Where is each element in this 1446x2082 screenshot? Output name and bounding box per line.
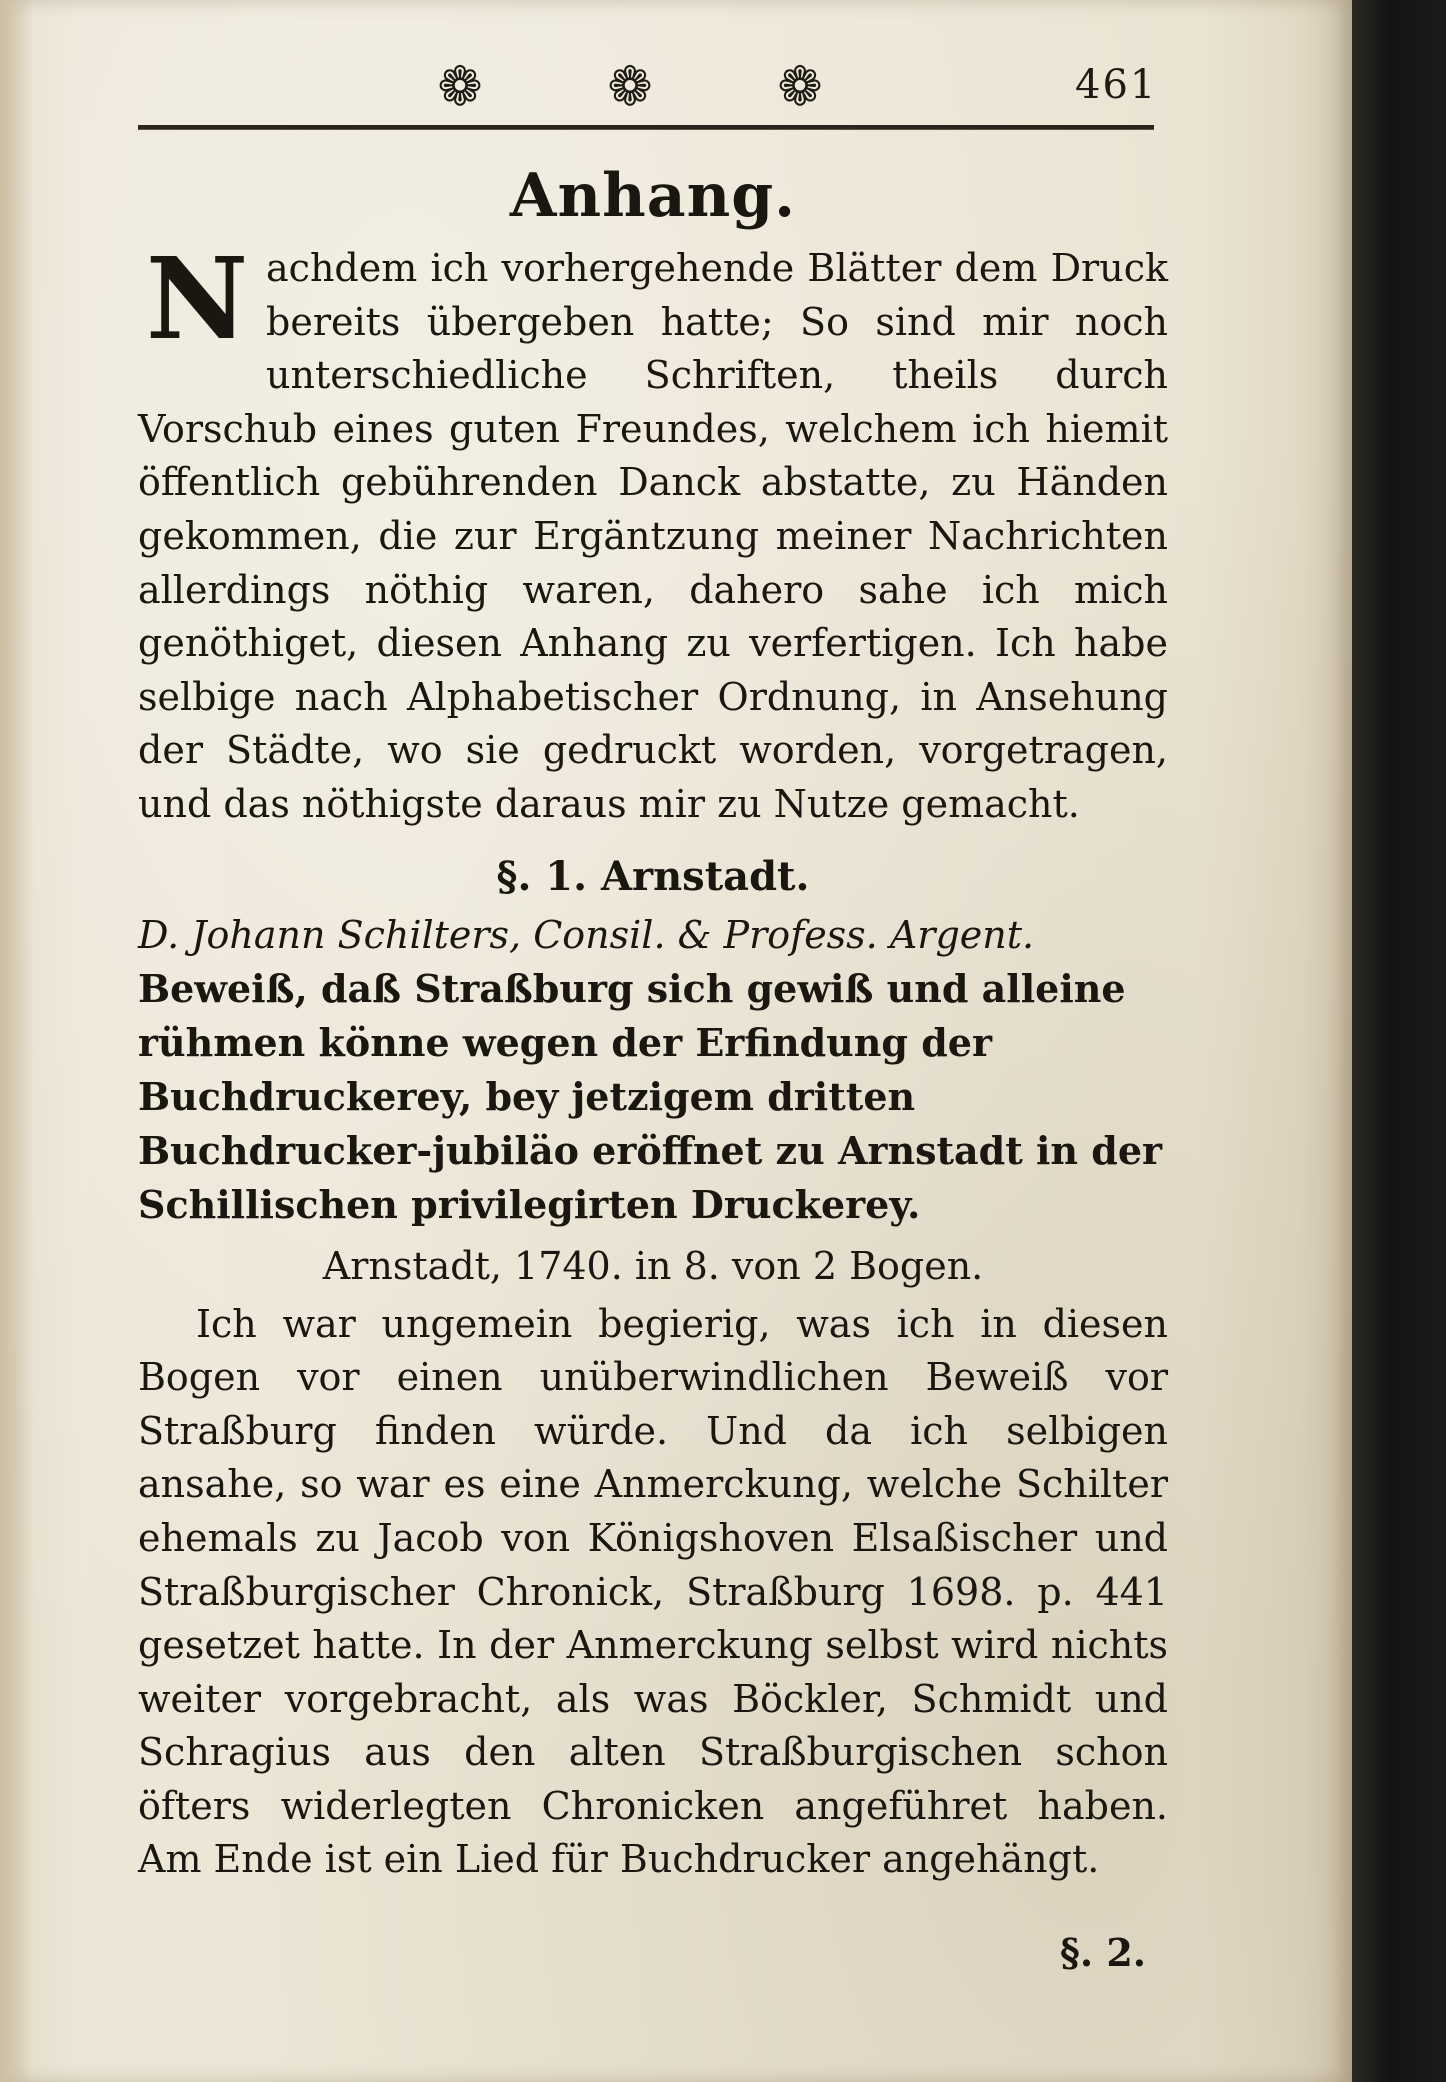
page-title: Anhang. xyxy=(509,161,797,231)
entry-imprint: Arnstadt, 1740. in 8. von 2 Bogen. xyxy=(322,1243,984,1288)
ornament-icon: ❁ xyxy=(437,55,483,118)
page-gutter xyxy=(0,0,34,2082)
ornament-icon: ❁ xyxy=(607,55,653,118)
bibliographic-entry xyxy=(138,908,1168,1232)
catchword: §. 2. xyxy=(1060,1930,1147,1975)
header-rule xyxy=(138,125,1154,130)
page-number: 461 xyxy=(1075,62,1158,108)
ornament-icon: ❁ xyxy=(777,55,823,118)
intro-paragraph xyxy=(138,234,1168,832)
entry-title: Beweiß, daß Straßburg sich gewiß und alleine rühmen könne wegen der Erfindung der Buchdruckerey, bey jetzigem dritten Buchdrucker-jubiläo eröffnet zu Arnstadt in der Schillischen privilegirten Druckerey. xyxy=(138,965,1163,1227)
commentary-paragraph: Ich war ungemein begierig, was ich in diesen Bogen vor einen unüberwindlichen Beweiß vor Straßburg finden würde. Und da ich selbigen ansahe, so war es eine Anmerckung, welche Schilter ehemals zu Jacob von Königshoven Elsaßischer und Straßburgischer Chronick, Straßburg 1698. p. 441 gesetzet hatte. In der Anmerckung selbst wird nichts weiter vorgebracht, als was Böckler, Schmidt und Schragius aus den alten Straßburgischen schon öfters widerlegten Chronicken angeführet haben. Am Ende ist ein Lied für Buchdrucker angehängt. xyxy=(138,1301,1168,1882)
drop-capital: N xyxy=(145,234,249,365)
intro-text: achdem ich vorhergehende Blätter dem Druck bereits übergeben hatte; So sind mir noch unterschiedliche Schriften, theils durch Vorschub eines guten Freundes, welchem ich hiemit öffentlich gebührenden Danck abstatte, zu Händen gekommen, die zur Ergäntzung meiner Nachrichten allerdings nöthig waren, dahero sahe ich mich genöthiget, diesen Anhang zu verfertigen. Ich habe selbige nach Alphabetischer Ordnung, in Ansehung der Städte, wo sie gedruckt worden, vorgetragen, und das nöthigste daraus mir zu Nutze gemacht. xyxy=(138,246,1168,826)
entry-author: D. Johann Schilters, Consil. & Profess. Argent. xyxy=(138,912,1035,957)
section-title: §. 1. Arnstadt. xyxy=(496,852,810,900)
book-edge-background xyxy=(1352,0,1446,2082)
text-column xyxy=(138,150,1168,1887)
header-ornaments xyxy=(420,52,840,122)
